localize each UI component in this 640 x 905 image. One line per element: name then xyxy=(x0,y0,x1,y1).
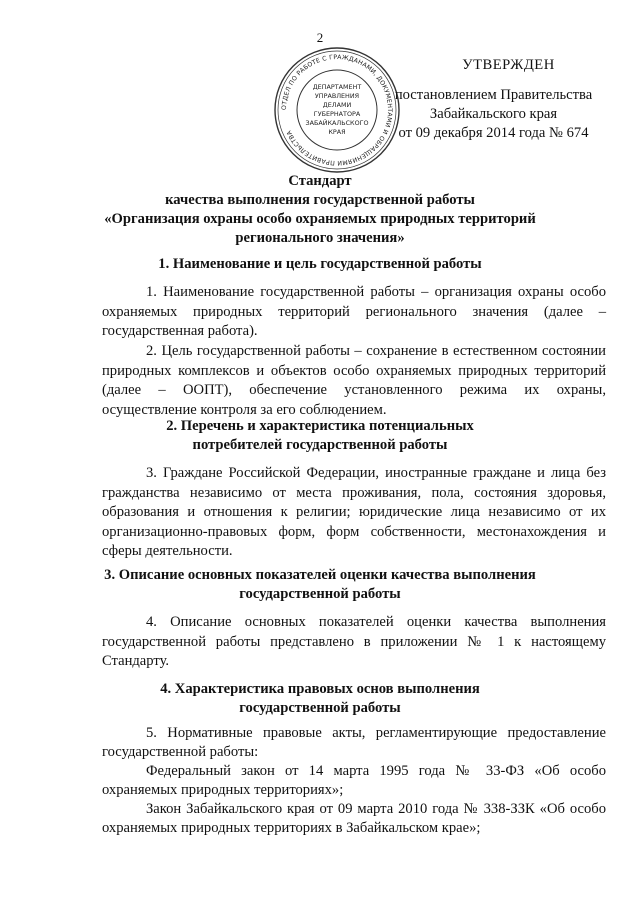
section-heading-line: 4. Характеристика правовых основ выполнения xyxy=(160,681,480,697)
paragraph-text: 1. Наименование государственной работы – организация охраны особо охраняемых природных территорий регионального значения (далее – государственная работа). xyxy=(102,284,606,339)
title-line: качества выполнения государственной работы xyxy=(165,192,475,208)
approval-line: от 09 декабря 2014 года № 674 xyxy=(398,125,589,141)
title-line: «Организация охраны особо охраняемых природных территорий xyxy=(104,211,536,227)
document-title xyxy=(95,172,545,248)
section-heading-2 xyxy=(70,417,570,455)
stamp-center-line: ГУБЕРНАТОРА xyxy=(313,110,361,118)
paragraph-6 xyxy=(102,762,606,800)
section-heading-line: государственной работы xyxy=(239,700,401,716)
stamp-center-line: УПРАВЛЕНИЯ xyxy=(314,92,360,100)
approval-heading: УТВЕРЖДЕН xyxy=(462,57,555,73)
approval-line: Забайкальского края xyxy=(429,106,558,122)
stamp-center-line: ЗАБАЙКАЛЬСКОГО xyxy=(305,119,369,127)
paragraph-2 xyxy=(102,342,606,420)
stamp-ring-text: ОТДЕЛ ПО РАБОТЕ С ГРАЖДАНАМИ, ДОКУМЕНТАМИ И ОБРАЩЕНИЯМИ ПРАВИТЕЛЬСТВА xyxy=(280,53,394,167)
paragraph-text: 4. Описание основных показателей оценки качества выполнения государственной работы представлено в приложении № 1 к настоящему Стандарту. xyxy=(102,614,606,669)
section-heading-line: потребителей государственной работы xyxy=(192,437,448,453)
title-line: Стандарт xyxy=(288,173,352,189)
official-stamp xyxy=(272,45,402,175)
paragraph-7 xyxy=(102,800,606,838)
paragraph-3 xyxy=(102,464,606,562)
paragraph-text: 3. Граждане Российской Федерации, иностранные граждане и лица без гражданства независимо от места проживания, пола, состояния здоровья, образования и отношения к религии; юридические лица независимо от их организационно-правовых форм, форм собственности, местонахождения и сферы деятельности. xyxy=(102,465,606,559)
paragraph-text: Федеральный закон от 14 марта 1995 года № 33-ФЗ «Об особо охраняемых природных территориях»; xyxy=(102,763,606,798)
page-number: 2 xyxy=(316,30,324,45)
paragraph-text: 5. Нормативные правовые акты, регламентирующие предоставление государственной работы: xyxy=(102,725,606,760)
approval-block xyxy=(386,56,601,143)
section-heading-line: 3. Описание основных показателей оценки качества выполнения xyxy=(104,567,536,583)
paragraph-1 xyxy=(102,283,606,342)
paragraph-4 xyxy=(102,613,606,672)
section-heading-line: государственной работы xyxy=(239,586,401,602)
section-heading-1 xyxy=(70,255,570,274)
section-heading-3 xyxy=(70,566,570,604)
title-line: регионального значения» xyxy=(235,230,405,246)
stamp-center-line: КРАЯ xyxy=(328,128,346,136)
paragraph-text: Закон Забайкальского края от 09 марта 2010 года № 338-ЗЗК «Об особо охраняемых природных территориях в Забайкальском крае»; xyxy=(102,801,606,836)
approval-line: постановлением Правительства xyxy=(394,87,593,103)
stamp-center-line: ДЕЛАМИ xyxy=(322,101,352,109)
section-heading-line: 2. Перечень и характеристика потенциальных xyxy=(166,418,474,434)
stamp-center-line: ДЕПАРТАМЕНТ xyxy=(312,83,362,91)
paragraph-text: 2. Цель государственной работы – сохранение в естественном состоянии природных комплексов и объектов особо охраняемых природных территорий (далее – ООПТ), обеспечение установленного режима их охраны, осуществление контроля за его соблюдением. xyxy=(102,343,606,418)
paragraph-5 xyxy=(102,724,606,762)
section-heading-4 xyxy=(70,680,570,718)
section-heading-line: 1. Наименование и цель государственной работы xyxy=(158,256,482,272)
